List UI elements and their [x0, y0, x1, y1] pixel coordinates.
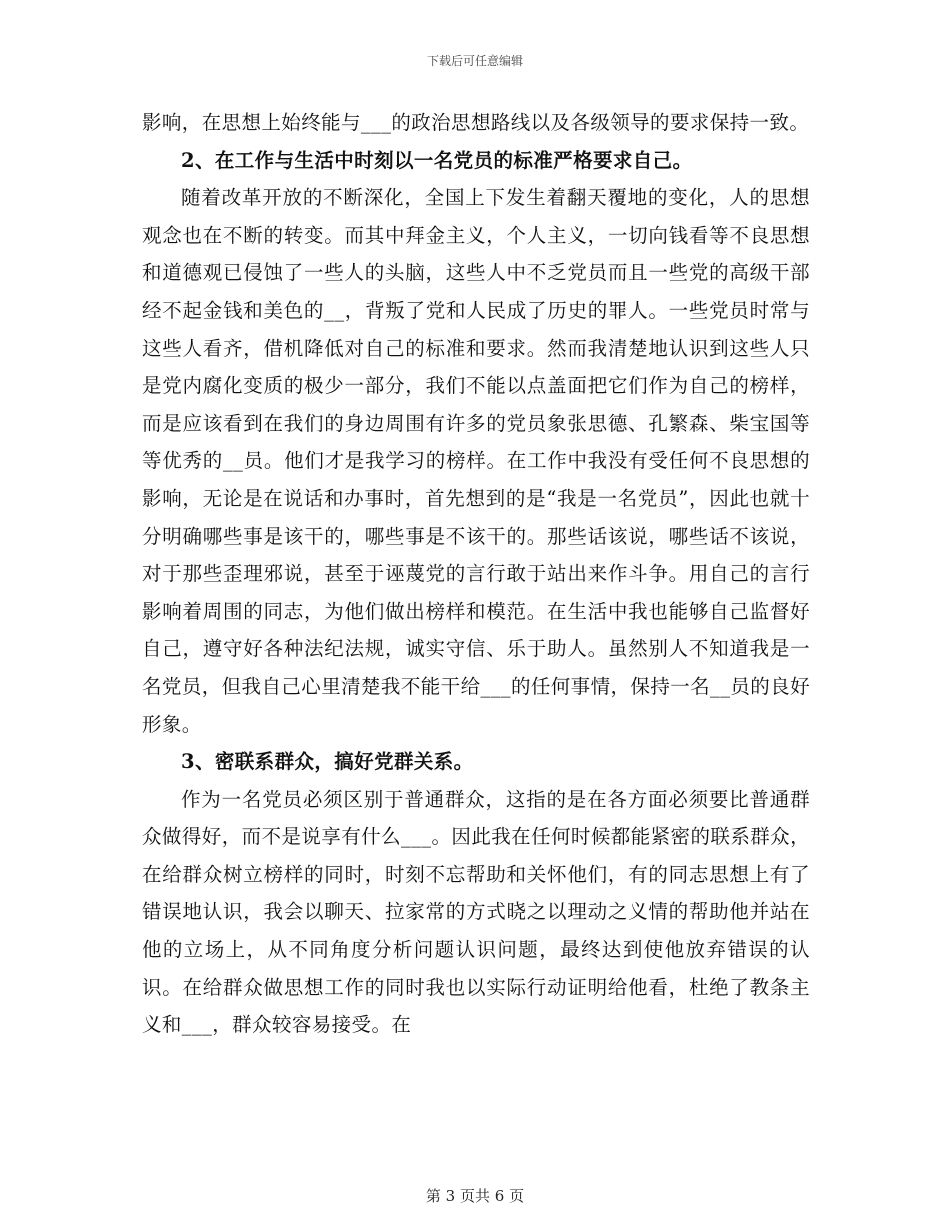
section-heading-3: 3、密联系群众，搞好党群关系。	[181, 750, 474, 774]
page-header: 下载后可任意编辑	[426, 54, 523, 68]
paragraph-continuation: 影响，在思想上始终能与___的政治思想路线以及各级领导的要求保持一致。	[142, 111, 810, 134]
section-heading-2: 2、在工作与生活中时刻以一名党员的标准严格要求自己。	[181, 148, 693, 172]
paragraph-body: 随着改革开放的不断深化，全国上下发生着翻天覆地的变化，人的思想观念也在不断的转变。而其中拜金主义，个人主义，一切向钱看等不良思想和道德观已侵蚀了一些人的头脑，这些人中不乏党员而且一些党的高级干部经不起金钱和美色的__，背叛了党和人民成了历史的罪人。一些党员时常与这些人看齐，借机降低对自己的标准和要求。然而我清楚地认识到这些人只是党内腐化变质的极少一部分，我们不能以点盖面把它们作为自己的榜样，而是应该看到在我们的身边周围有许多的党员象张思德、孔繁森、柴宝国等等优秀的__员。他们才是我学习的榜样。在工作中我没有受任何不良思想的影响，无论是在说话和办事时，首先想到的是“我是一名党员”，因此也就十分明确哪些事是该干的，哪些事是不该干的。那些话该说，哪些话不该说，对于那些歪理邪说，甚至于诬蔑党的言行敢于站出来作斗争。用自己的言行影响着周围的同志，为他们做出榜样和模范。在生活中我也能够自己监督好自己，遵守好各种法纪法规，诚实守信、乐于助人。虽然别人不知道我是一名党员，但我自己心里清楚我不能干给___的任何事情，保持一名__员的良好形象。	[142, 186, 810, 736]
page-number: 第 3 页共 6 页	[425, 1187, 525, 1205]
paragraph-body: 作为一名党员必须区别于普通群众，这指的是在各方面必须要比普通群众做得好，而不是说享有什么___。因此我在任何时候都能紧密的联系群众，在给群众树立榜样的同时，时刻不忘帮助和关怀他们，有的同志思想上有了错误地认识，我会以聊天、拉家常的方式晓之以理动之义情的帮助他并站在他的立场上，从不同角度分析问题认识问题，最终达到使他放弃错误的认识。在给群众做思想工作的同时我也以实际行动证明给他看，杜绝了教条主义和___，群众较容易接受。在	[142, 787, 810, 1037]
document-body	[142, 104, 810, 1044]
